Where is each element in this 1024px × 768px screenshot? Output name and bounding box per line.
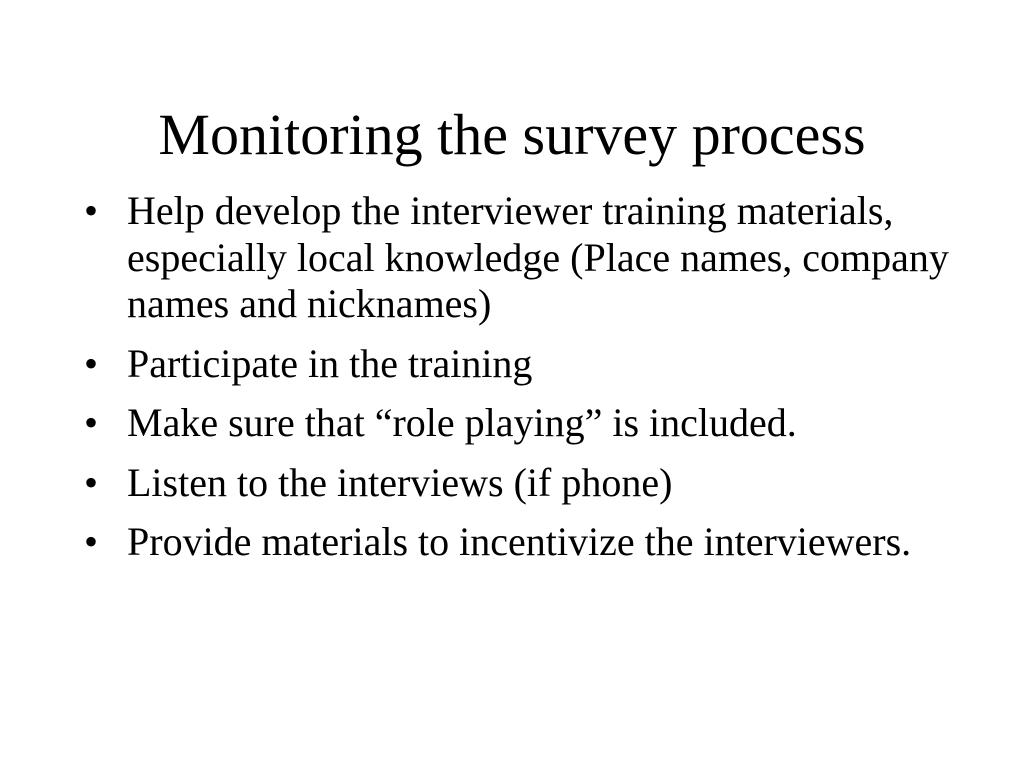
bullet-item (84, 519, 964, 566)
bullet-text: Listen to the interviews (if phone) (127, 459, 673, 505)
bullet-icon: • (84, 400, 99, 445)
bullet-item (84, 341, 964, 388)
bullet-text: Help develop the interviewer training materials, especially local knowledge (Place names, company names and nicknames) (127, 188, 949, 326)
bullet-item (84, 460, 964, 507)
bullet-icon: • (84, 459, 99, 505)
bullet-item (84, 400, 964, 447)
bullet-text: Make sure that “role playing” is included. (127, 400, 797, 445)
bullet-item (84, 188, 964, 328)
bullet-text: Participate in the training (127, 340, 533, 386)
slide-title: Monitoring the survey process (158, 102, 866, 167)
bullet-icon: • (84, 519, 99, 564)
bullet-icon: • (84, 188, 99, 233)
bullet-icon: • (84, 340, 99, 386)
bullet-text: Provide materials to incentivize the interviewers. (127, 519, 912, 564)
bullet-list (84, 188, 964, 579)
